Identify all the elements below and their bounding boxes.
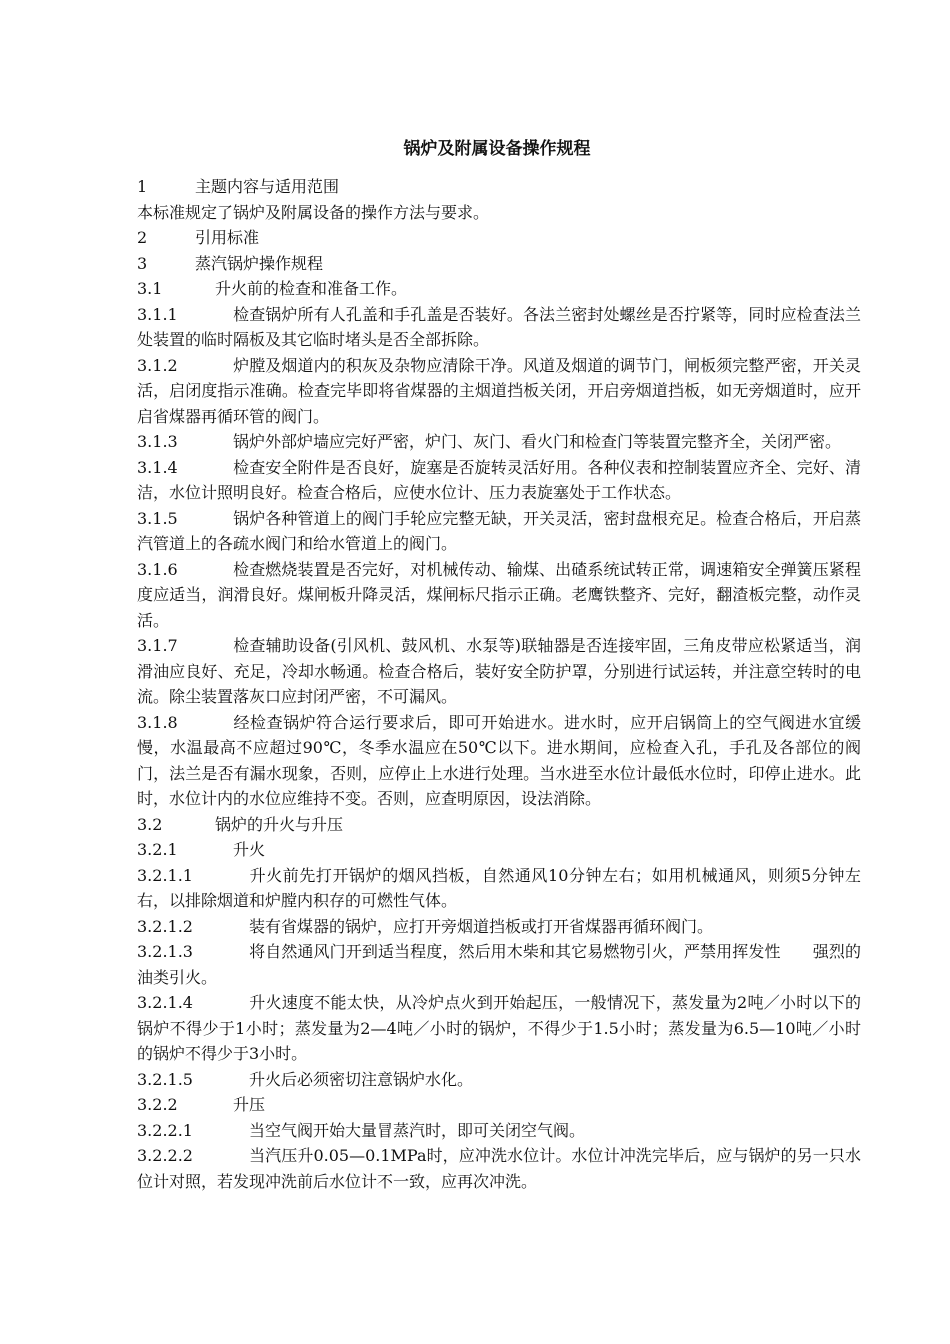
paragraph-text: 装有省煤器的锅炉，应打开旁烟道挡板或打开省煤器再循环阀门。 (249, 916, 714, 936)
section-number: 3.2.1.5 (137, 1069, 193, 1089)
paragraph (137, 914, 861, 940)
paragraph-text: 当汽压升0.05—0.1MPa时，应冲洗水位计。水位计冲洗完毕后，应与锅炉的另一只水位计对照，若发现冲洗前后水位计不一致，应再次冲洗。 (137, 1146, 861, 1191)
paragraph (137, 990, 861, 1067)
paragraph (137, 200, 861, 226)
paragraph-text: 检查安全附件是否良好，旋塞是否旋转灵活好用。各种仪表和控制装置应齐全、完好、清洁，水位计照明良好。检查合格后，应使水位计、压力表旋塞处于工作状态。 (137, 457, 861, 502)
paragraph (137, 837, 861, 863)
section-number: 3.2.2.1 (137, 1120, 193, 1140)
paragraph (137, 276, 861, 302)
paragraph (137, 633, 861, 710)
paragraph (137, 1143, 861, 1194)
section-number: 3.2 (137, 814, 163, 834)
paragraph-text: 炉膛及烟道内的积灰及杂物应清除干净。风道及烟道的调节门，闸板须完整严密，开关灵活，启闭度指示准确。检查完毕即将省煤器的主烟道挡板关闭，开启旁烟道挡板，如无旁烟道时，应开启省煤器再循环管的阀门。 (137, 355, 861, 426)
paragraph-text: 当空气阀开始大量冒蒸汽时，即可关闭空气阀。 (249, 1120, 586, 1140)
section-number: 3.2.1.2 (137, 916, 193, 936)
section-number: 3.1.6 (137, 559, 178, 579)
paragraph-text: 主题内容与适用范围 (195, 177, 340, 196)
section-number: 3.1.5 (137, 508, 178, 528)
paragraph (137, 1092, 861, 1118)
paragraph-text: 升火前先打开锅炉的烟风挡板，自然通风10分钟左右；如用机械通风，则须5分钟左右，以排除烟道和炉膛内积存的可燃性气体。 (137, 865, 861, 910)
paragraph (137, 174, 861, 200)
paragraph-text: 锅炉各种管道上的阀门手轮应完整无缺，开关灵活，密封盘根充足。检查合格后，开启蒸汽管道上的各疏水阀门和给水管道上的阀门。 (137, 508, 861, 553)
section-number: 3.2.1.4 (137, 993, 193, 1012)
section-number: 3.1.3 (137, 432, 178, 451)
paragraph (137, 455, 861, 506)
paragraph (137, 1118, 861, 1144)
paragraph-text: 经检查锅炉符合运行要求后，即可开始进水。进水时，应开启锅筒上的空气阀进水宜缓慢，水温最高不应超过90℃，冬季水温应在50℃以下。进水期间，应检查入孔，手孔及各部位的阀门，法兰是否有漏水现象，否则，应停止上水进行处理。当水进至水位计最低水位时，印停止进水。此时，水位计内的水位应维持不变。否则，应查明原因，设法消除。 (137, 712, 861, 808)
paragraph-text: 本标准规定了锅炉及附属设备的操作方法与要求。 (137, 202, 490, 222)
section-number: 3.2.2 (137, 1095, 178, 1114)
paragraph-text: 蒸汽锅炉操作规程 (195, 253, 324, 273)
paragraph (137, 506, 861, 557)
document-body (137, 174, 861, 1194)
paragraph-text: 升火 (233, 840, 266, 859)
section-number: 3.2.2.2 (137, 1146, 193, 1165)
paragraph-text: 升火速度不能太快，从冷炉点火到开始起压，一般情况下，蒸发量为2吨／小时以下的锅炉不得少于1小时；蒸发量为2—4吨／小时的锅炉，不得少于1.5小时；蒸发量为6.5—10吨／小时的锅炉不得少于3小时。 (137, 993, 861, 1063)
section-number: 3.2.1.3 (137, 942, 193, 961)
paragraph-text: 检查辅助设备(引风机、鼓风机、水泵等)联轴器是否连接牢固，三角皮带应松紧适当，润滑油应良好、充足，冷却水畅通。检查合格后，装好安全防护罩，分别进行试运转，并注意空转时的电流。除尘装置落灰口应封闭严密，不可漏风。 (137, 636, 861, 706)
section-number: 3.2.1.1 (137, 865, 193, 885)
section-number: 3 (137, 253, 148, 273)
paragraph (137, 225, 861, 251)
section-number: 3.1.8 (137, 712, 178, 732)
section-number: 3.1.7 (137, 636, 178, 655)
paragraph (137, 302, 861, 353)
section-number: 1 (137, 177, 148, 196)
section-number: 3.1.4 (137, 457, 178, 477)
paragraph-text: 升压 (233, 1095, 266, 1114)
paragraph-text: 检查锅炉所有人孔盖和手孔盖是否装好。各法兰密封处螺丝是否拧紧等，同时应检查法兰处装置的临时隔板及其它临时堵头是否全部拆除。 (137, 304, 861, 349)
section-number: 3.1.1 (137, 304, 178, 324)
section-number: 3.1.2 (137, 355, 178, 375)
paragraph (137, 557, 861, 634)
section-number: 3.1 (137, 279, 163, 298)
paragraph-text: 检查燃烧装置是否完好，对机械传动、输煤、出碴系统试转正常，调速箱安全弹簧压紧程度应适当，润滑良好。煤闸板升降灵活，煤闸标尺指示正确。老鹰铁整齐、完好，翻渣板完整，动作灵活。 (137, 559, 861, 630)
paragraph-text: 将自然通风门开到适当程度，然后用木柴和其它易燃物引火，严禁用挥发性 强烈的油类引火。 (137, 942, 861, 987)
paragraph (137, 251, 861, 277)
paragraph (137, 710, 861, 812)
document-title: 锅炉及附属设备操作规程 (403, 139, 591, 159)
paragraph (137, 939, 861, 990)
section-number: 2 (137, 228, 148, 247)
paragraph-text: 锅炉的升火与升压 (215, 814, 344, 834)
paragraph (137, 429, 861, 455)
paragraph-text: 升火后必须密切注意锅炉水化。 (249, 1069, 474, 1089)
paragraph-text: 引用标准 (195, 228, 260, 247)
paragraph-text: 升火前的检查和准备工作。 (215, 279, 408, 298)
paragraph-text: 锅炉外部炉墙应完好严密，炉门、灰门、看火门和检查门等装置完整齐全，关闭严密。 (233, 432, 842, 451)
section-number: 3.2.1 (137, 840, 178, 859)
paragraph (137, 1067, 861, 1093)
paragraph (137, 812, 861, 838)
paragraph (137, 353, 861, 430)
paragraph (137, 863, 861, 914)
